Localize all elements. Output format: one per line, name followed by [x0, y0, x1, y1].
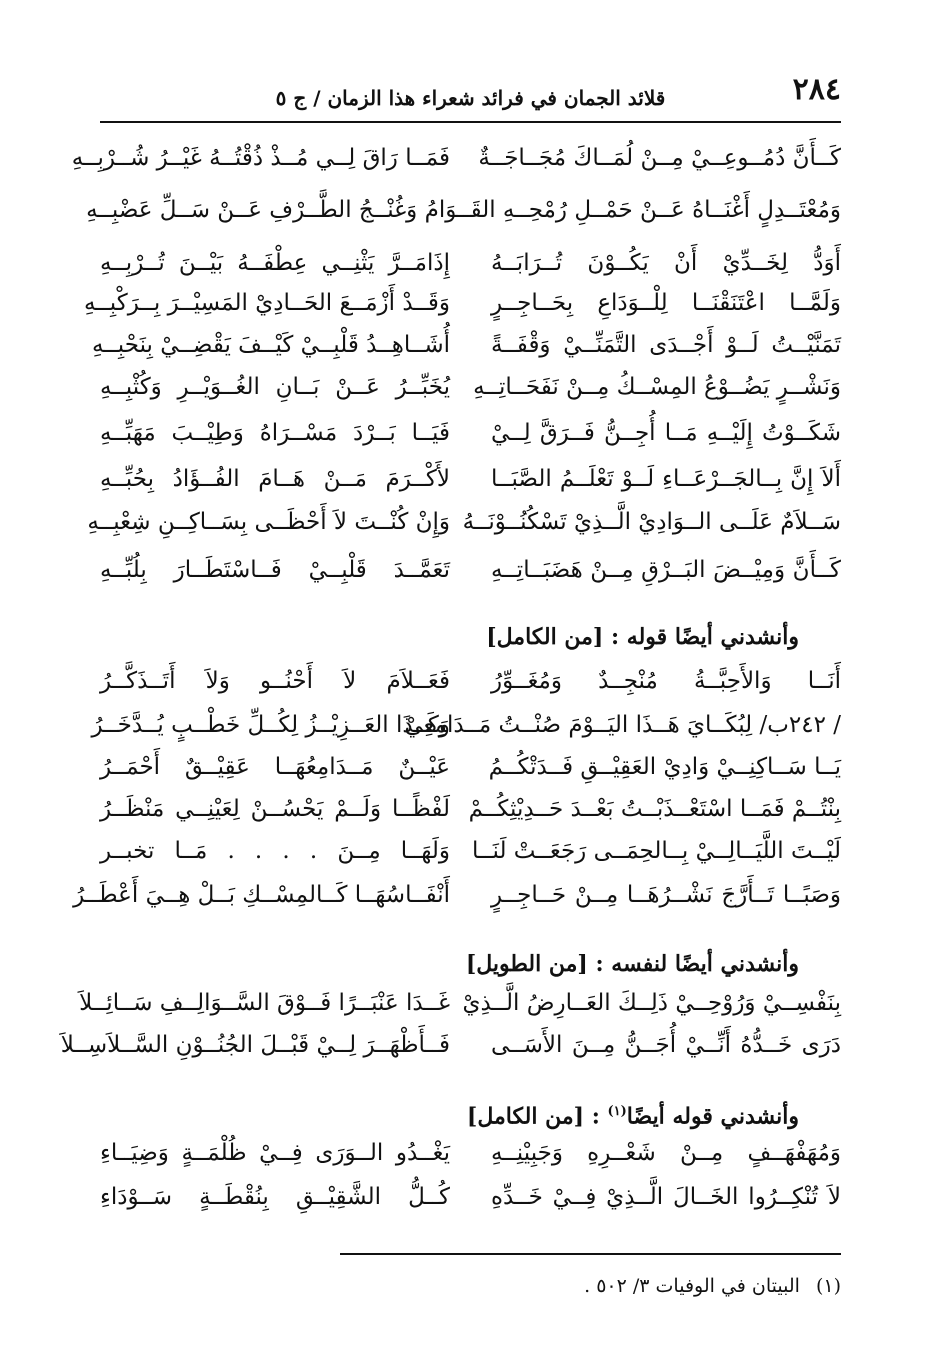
section-intro — [486, 617, 799, 657]
second-hemistich: وَلَهَــا مِــنَ . . . . مَــا تخبــر — [100, 838, 450, 864]
second-hemistich: إِذَامَــرَّ يَثْنِــي عِطْفَــهُ بَيْــنَ تُــرْبِــهِ — [100, 250, 450, 276]
section-intro-text: وأنشدني أيضًا قوله : [من الكامل] — [486, 624, 799, 650]
footnote-divider — [340, 1253, 841, 1255]
second-hemistich: وَكَــذَا العَــزِيْــزُ لِكُــلِّ خَطْــبٍ يُــدَّخَــرُ — [91, 712, 450, 738]
first-hemistich: شَكَــوْتُ إِلَيْــهِ مَــا أُجِــنُّ فَــرَقَّ لِــيْ — [491, 420, 841, 446]
second-hemistich: يُخَبِّــرُ عَــنْ بَــانِ الغُــوَيْــرِ وَكُثْبِــهِ — [100, 374, 450, 400]
page-number: ٢٨٤ — [792, 72, 841, 107]
footnote-marker: (١) — [607, 1104, 627, 1119]
first-hemistich: وَمُهَفْهَــفٍ مِــنْ شَعْــرِهِ وَجَبِيْنِــهِ — [491, 1140, 841, 1166]
first-hemistich: وَمُعْتَــدِلٍ أَغْنَــاهُ عَــنْ حَمْــلِ رُمْحِــهِ القَــوَامُ وَغُنْــجُ الطَّــرْفِ عَــنْ سَــلِّ عَضْبِــهِ — [86, 197, 841, 223]
first-hemistich: أَوَدُّ لِخَــدِّيْ أَنْ يَكُــوْنَ تُــرَابَــهُ — [491, 250, 841, 276]
second-hemistich: أَنْفَــاسُهَــا كَــالمِسْــكِ بَــلْ هِــيَ أَعْطَــرُ — [73, 882, 450, 908]
footnote-number: (١) — [815, 1275, 841, 1297]
header-divider — [100, 121, 841, 123]
verse-line — [100, 826, 841, 876]
section-intro-meter: : [من الكامل] — [466, 1103, 608, 1130]
first-hemistich: بِنَفْسِــيْ وَرُوْحِــيْ ذَلِــكَ العَــارِضُ الَّــذِيْ — [462, 990, 841, 1016]
verse-line — [100, 362, 841, 412]
verse-line — [73, 870, 841, 920]
second-hemistich: فَعَــلاَمَ لاَ أَحْنُــو وَلاَ أَتَــذَكَّــرُ — [100, 668, 450, 694]
first-hemistich: يَــا سَــاكِنِــيْ وَادِيْ العَقِيْــقِ فَــدَتْكُــمُ — [488, 754, 841, 780]
first-hemistich: أَنَــا وَالأَحِبَّــةُ مُنْجِــدٌ وَمُغَــوِّرُ — [491, 668, 841, 694]
second-hemistich: فَــأَظْهَــرَ لِــيْ قَبْــلَ الجُنُــوْنِ السَّــلاَسِــلاَ — [60, 1032, 450, 1058]
second-hemistich: لَفْظًــا وَلَــمْ يَحْسُــنْ لِعَيْنِــي مَنْظَــرُ — [100, 796, 450, 822]
first-hemistich: لاَ تُنْكِــرُوا الخَــالَ الَّــذِيْ فِــيْ خَــدِّهِ — [491, 1184, 841, 1210]
verse-line — [71, 133, 841, 183]
first-hemistich: أَلاَ إِنَّ بِــالجَــرْعَــاءِ لَــوْ تَعْلَــمُ الصَّبَــا — [491, 466, 841, 492]
footnote — [584, 1268, 841, 1304]
first-hemistich: تَمَنَّيْــتُ لَــوْ أَجْــدَى التَّمَنِّــيْ وَقْفَــةً — [491, 332, 841, 358]
page-header — [100, 70, 841, 114]
second-hemistich: فَمَــا رَاقَ لِــي مُــذْ ذُقْتُــهُ غَيْــرُ شُــرْبِــهِ — [71, 145, 450, 171]
verse-line — [100, 1128, 841, 1178]
first-hemistich: لَيْــتَ اللَّيَــالِــيْ بِــالحِمَــى رَجَعَــتْ لَنَــا — [472, 838, 841, 864]
section-intro-text: وأنشدني قوله أيضًا — [626, 1103, 799, 1130]
first-hemistich: / ٢٤٢ب/ لِبُكَــايَ هَــذَا اليَــوْمَ صُنْــتُ مَــدَامِعِيْ — [404, 712, 841, 738]
footnote-text: البيتان في الوفيات ٣/ ٥٠٢ . — [584, 1275, 800, 1297]
second-hemistich: فَيَــا بَــرْدَ مَسْــرَاهُ وَطِيْــبَ مَهَبِّــهِ — [100, 420, 450, 446]
second-hemistich: وَإِنْ كُنْــتَ لاَ أَحْظَــى بِسَــاكِــنِ شِعْبِــهِ — [87, 509, 450, 535]
second-hemistich: تَعَمَّــدَ قَلْبِــيْ فَــاسْتَطَــارَ بِلُبِّــهِ — [100, 557, 450, 583]
first-hemistich: دَرَى خَــدُّهُ أَنِّــيْ أُجَــنُّ مِــنَ الأَسَــى — [491, 1032, 841, 1058]
second-hemistich: أُشَــاهِــدُ قَلْبِــيْ كَيْــفَ يَقْضِــيْ بِنَحْبِــهِ — [91, 332, 450, 358]
running-title: قلائد الجمان في فرائد شعراء هذا الزمان / ج ٥ — [275, 86, 666, 110]
second-hemistich: كُــلُّ الشَّقِيْــقِ بِنُقْطَــةٍ سَــوْدَاءِ — [100, 1184, 450, 1210]
first-hemistich: سَــلاَمٌ عَلَــى الــوَادِيْ الَّــذِيْ تَسْكُنُــوْنَــهُ — [462, 509, 841, 535]
verse-line — [60, 1020, 841, 1070]
verse-line — [100, 408, 841, 458]
first-hemistich: وَنَشْــرٍ يَضُــوْعُ المِسْــكُ مِــنْ نَفَحَــاتِــهِ — [473, 374, 841, 400]
first-hemistich: بِنْتُــمْ فَمَــا اسْتَعْــذَبْــتُ بَعْــدَ حَــدِيْثِكُــمْ — [468, 796, 841, 822]
second-hemistich: عَيْــنٌ مَــدَامِعُهَــا عَقِيْــقٌ أَحْمَــرُ — [100, 754, 450, 780]
second-hemistich: غَــدَا عَنْبَــرًا فَــوْقَ السَّــوَالِــفِ سَــائِــلاَ — [79, 990, 450, 1016]
first-hemistich: كَــأَنَّ وَمِيْــضَ البَــرْقِ مِــنْ هَضَبَــاتِــهِ — [491, 557, 841, 583]
verse-line — [100, 656, 841, 706]
section-intro-text: وأنشدني أيضًا لنفسه : [من الطويل] — [465, 951, 799, 977]
verse-line — [87, 497, 841, 547]
second-hemistich: وَقَــدْ أَزْمَــعَ الحَــادِيْ المَسِيْــرَ بِــرَكْبِــهِ — [84, 290, 450, 316]
verse-line — [100, 545, 841, 595]
first-hemistich: وَلَمَّــا اعْتَنَقْنَــا لِلْــوَدَاعِ بِحَــاجِــرٍ — [491, 290, 841, 316]
first-hemistich: وَصَبًــا تَــأَرَّجَ نَشْــرُهَــا مِــنْ حَــاجِــرٍ — [491, 882, 841, 908]
verse-line — [86, 185, 841, 235]
verse-line — [100, 1172, 841, 1222]
first-hemistich: كَــأَنَّ دُمُــوعِــيْ مِــنْ لُمَــاكَ مُجَــاجَــةٌ — [478, 145, 841, 171]
second-hemistich: يَغْــدُو الــوَرَى فِــيْ ظُلْمَــةٍ وَضِيَــاءِ — [100, 1140, 450, 1166]
second-hemistich: لأَكْــرَمَ مَــنْ هَــامَ الفُــؤَادُ بِحُبِّــهِ — [100, 466, 450, 492]
